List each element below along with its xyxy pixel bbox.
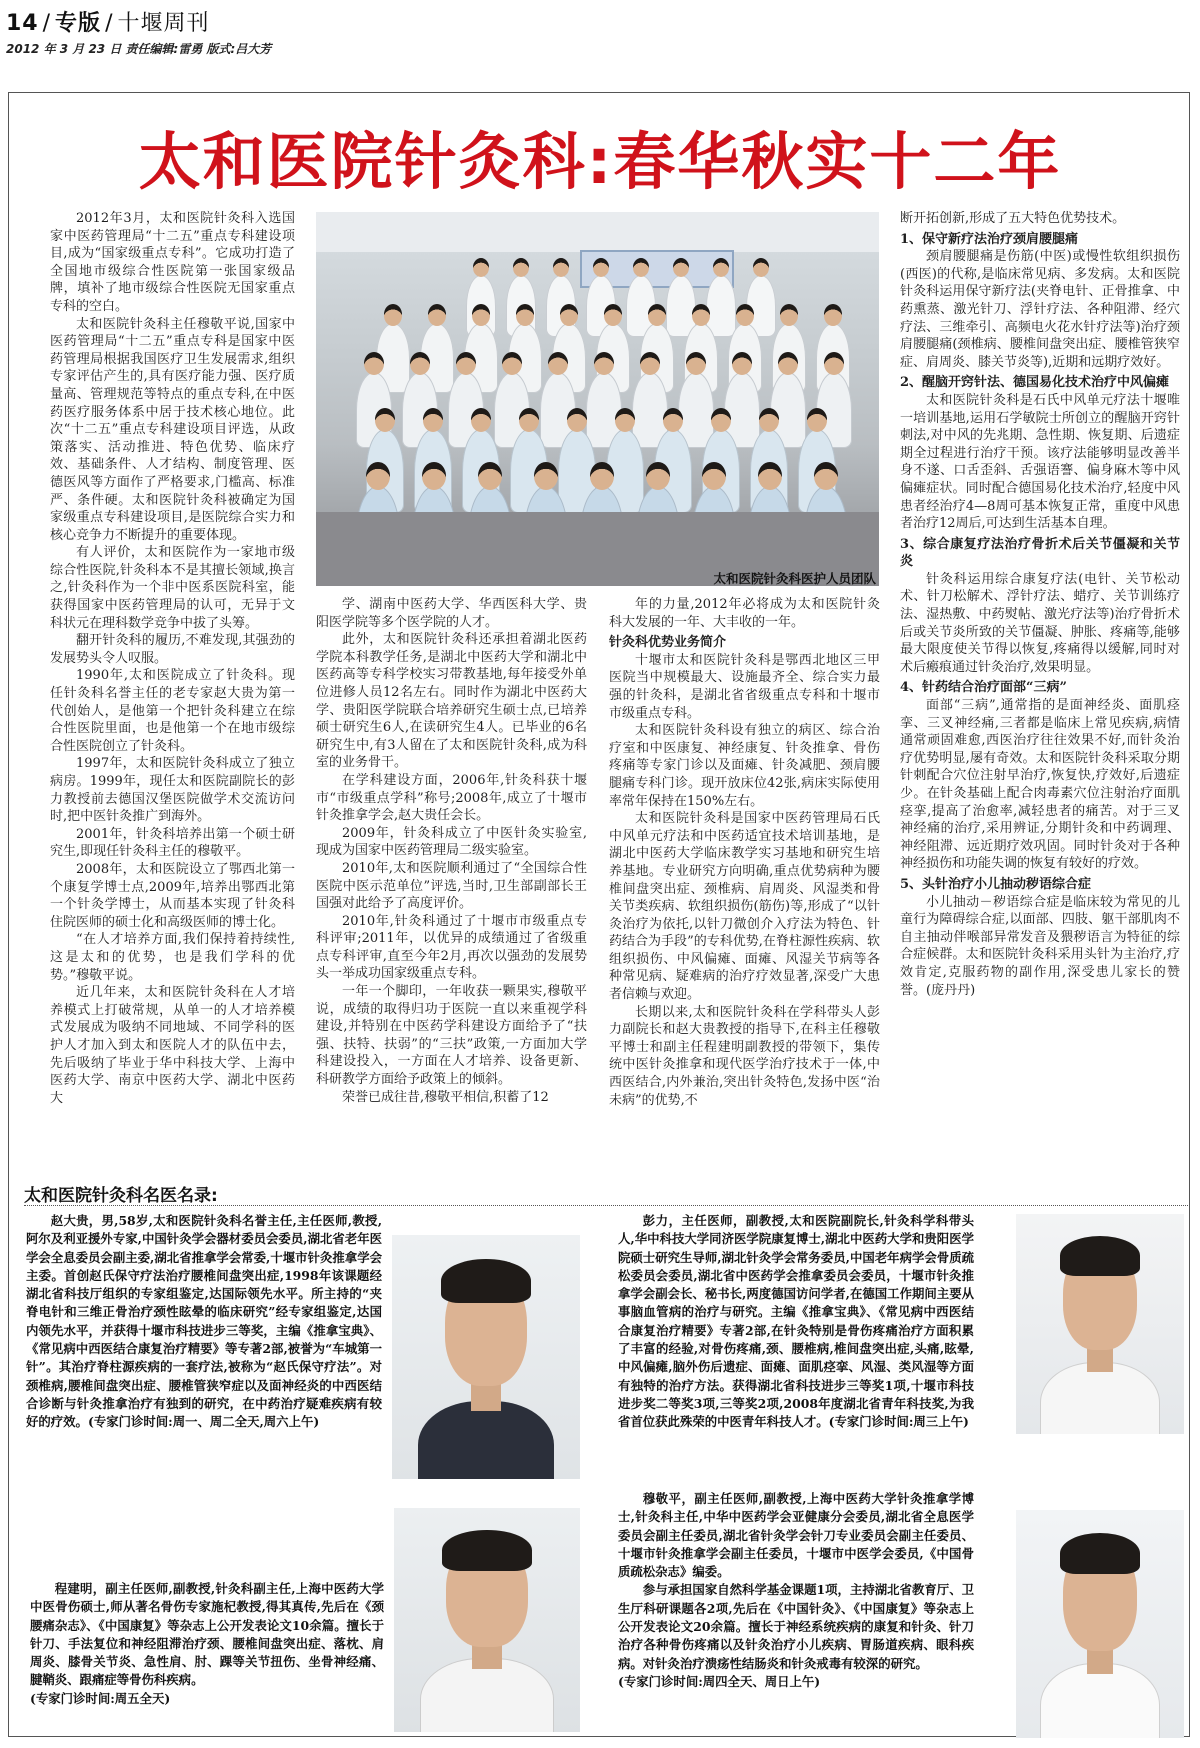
photo-person-head — [422, 462, 446, 490]
photo-person-head — [560, 304, 579, 326]
portrait-zhao — [392, 1235, 580, 1479]
article-paragraph: 此外，太和医院针灸科还承担着湖北医药学院本科教学任务,是湖北中医药大学和湖北中医药高等专科学校实习带教基地,每年接受外单位进修人员12名左右。同时作为湖北中医药大学、贵阳医学院联合培养研究生硕士点,已培养硕士研究生6人,在读研究生4人。已毕业的6名研究生中,有3人留在了太和医院针灸科,成为科室的业务骨干。 — [316, 632, 587, 771]
doctor-bio-cheng — [30, 1580, 384, 1740]
portrait-cheng — [394, 1508, 580, 1732]
article-paragraph: 在学科建设方面，2006年,针灸科获十堰市“市级重点学科”称号;2008年,成立了十堰市针灸推拿学会,赵大贵任会长。 — [316, 772, 587, 824]
photo-person-head — [593, 258, 610, 277]
paper-name: 十堰周刊 — [117, 11, 210, 36]
article-paragraph: 年的力量,2012年必将成为太和医院针灸科大发展的一年、大丰收的一年。 — [609, 597, 880, 630]
doctor-description-2: 参与承担国家自然科学基金课题1项，主持湖北省教育厅、卫生厅科研课题各2项,先后在《中国针灸》、《中国康复》等杂志上公开发表论文20余篇。擅长于神经系统疾病的康复和针灸、针刀治疗各种骨伤疼痛以及针灸治疗小儿疾病、胃肠道疾病、眼科疾病。对针灸治疗溃疡性结肠炎和针灸戒毒有较深的研究。 — [618, 1582, 974, 1671]
team-photo — [316, 212, 879, 586]
photo-person — [706, 275, 736, 337]
photo-person-head — [633, 258, 650, 277]
photo-person-head — [824, 352, 844, 375]
article-paragraph: 太和医院针灸科设有独立的病区、综合治疗室和中医康复、神经康复、针灸推拿、骨伤疼痛等专家门诊以及面瘫、针灸减肥、颈肩腰腿痛专科门诊。现开放床位42张,病床实际使用率常年保持在150%左右。 — [609, 723, 880, 809]
photo-person-head — [478, 462, 502, 490]
photo-person-head — [553, 258, 570, 277]
article-paragraph: 1990年,太和医院成立了针灸科。现任针灸科名誉主任的老专家赵大贵为第一代创始人，是他第一个把针灸科建立在综合性医院里面，也是他第一个在地市级综合性医院创立了针灸科。 — [50, 668, 295, 754]
photo-person-head — [590, 462, 614, 490]
article-subheading: 5、头针治疗小儿抽动秽语综合症 — [900, 876, 1092, 892]
article-paragraph: 太和医院针灸科是石氏中风单元疗法十堰唯一培训基地,运用石学敏院士所创立的醒脑开窍针刺法,对中风的先兆期、急性期、恢复期、后遗症期全过程进行治疗干预。该疗法能够明显改善半身不遂、口舌歪斜、舌强语謇、偏身麻木等中风偏瘫症状。同时配合德国易化技术治疗,轻度中风患者经治疗4—8周可基本恢复正常，重度中风患者治疗12周后,可达到生活基本自理。 — [900, 392, 1180, 532]
photo-person-head — [428, 304, 447, 326]
article-paragraph: “在人才培养方面,我们保持着持续性,这是太和的优势，也是我们学科的优势。”穆敬平说。 — [50, 932, 295, 983]
photo-caption: 太和医院针灸科医护人员团队 — [713, 571, 876, 586]
photo-person-head — [519, 408, 540, 432]
doctor-description: ，主任医师，副教授,太和医院副院长,针灸科学科带头人,华中科技大学同济医学院康复博士,湖北中医药大学和贵阳医学院硕士研究生导师,湖北针灸学会常务委员,中国老年病学会骨质疏松委员会委员,湖北省中医药学会推拿委员会委员，十堰市针灸推拿学会副会长、秘书长,两度德国访问学者,在德国工作期间主要从事脑血管病的治疗与研究。主编《推拿宝典》、《常见病中西医结合康复治疗精要》专著2部,在针灸特别是骨伤疼痛治疗方面积累了丰富的经验,对骨伤疼痛,颈、腰椎病,椎间盘突出症,头痛,眩晕,中风偏瘫,脑外伤后遗症、面瘫、面肌痉挛、风湿、类风湿等方面有独特的治疗方法。获得湖北省科技进步三等奖1项,十堰市科技进步奖二等奖3项,三等奖2项,2008年度湖北省青年科技奖,为我省首位获此殊荣的中医青年科技人才。 — [618, 1213, 974, 1430]
article-paragraph: 1997年，太和医院针灸科成立了独立病房。1999年，现任太和医院副院长的彭力教授前去德国汉堡医院做学术交流访问时,把中医针灸推广到海外。 — [50, 756, 295, 825]
directory-title: 太和医院针灸科名医名录: — [24, 1186, 218, 1206]
photo-person-head — [375, 408, 396, 432]
headline: 太和医院针灸科:春华秋实十二年 — [138, 125, 1062, 198]
doctor-description: ，副主任医师,副教授,针灸科副主任,上海中医药大学中医骨伤硕士,师从著名骨伤专家施杞教授,得其真传,先后在《颈腰痛杂志》、《中国康复》等杂志上公开发表论文10余篇。擅长于针刀、手法复位和神经阻滞治疗颈、腰椎间盘突出症、落枕、肩周炎、膝骨关节炎、急性肩、肘、踝等关节扭伤、坐骨神经痛、腱鞘炎、跟痛症等骨伤科疾病。 — [30, 1581, 384, 1688]
article-paragraph: 断开拓创新,形成了五大特色优势技术。 — [900, 211, 1126, 226]
photo-person-head — [567, 408, 588, 432]
photo-person-head — [640, 352, 660, 375]
doctor-name: 穆敬平 — [642, 1491, 682, 1506]
article-paragraph: 学、湖南中医药大学、华西医科大学、贵阳医学院等多个医学院的人才。 — [316, 597, 587, 630]
page-number: 14 — [6, 11, 39, 36]
article-paragraph: 有人评价，太和医院作为一家地市级综合性医院,针灸科本不是其擅长领域,换言之,针灸科作为一个非中医系医院科室，能获得国家中医药管理局的认可，无异于文科状元在理科数学竞争中拔了头筹。 — [50, 545, 295, 631]
photo-person-head — [686, 352, 706, 375]
directory-divider — [24, 1205, 1190, 1207]
photo-person-head — [534, 462, 558, 490]
separator-slash: / — [105, 11, 114, 36]
article-paragraph: 一年一个脚印，一年收获一颗果实,穆敬平说，成绩的取得归功于医院一直以来重视学科建设,并特别在中医药学科建设方面给予了“扶强、扶特、扶弱”的“三扶”政策,一方面加大学科建设投入，一方面在人才培养、设备更新、科研教学方面给予政策上的倾斜。 — [316, 984, 587, 1088]
photo-person-head — [364, 352, 384, 375]
article-paragraph: 面部“三病”,通常指的是面神经炎、面肌痉挛、三叉神经痛,三者都是临床上常见疾病,病情通常顽固难愈,西医治疗往往效果不好,而针灸治疗优势明显,屡有奇效。太和医院针灸科采取分期针刺配合穴位注射早治疗,恢复快,疗效好,后遗症少。在针灸基础上配合肉毒素穴位注射治疗面肌痉挛,提高了治愈率,减轻患者的痛苦。对于三叉神经痛的治疗,采用辨证,分期针灸和中药调理、神经阻滞、远近期疗效巩固。同时针灸对于各种神经损伤和功能失调的恢复有较好的疗效。 — [900, 698, 1180, 872]
photo-person-head — [604, 304, 623, 326]
doctor-description: ，副主任医师,副教授,上海中医药大学针灸推拿学博士,针灸科主任,中华中医药学会亚健康分会委员,湖北省全息医学委员会副主任委员,湖北省针灸学会针刀专业委员会副主任委员、十堰市针灸推拿学会副主任委员，十堰市中医学会委员,《中国骨质疏松杂志》编委。 — [618, 1491, 974, 1580]
photo-person-head — [814, 462, 838, 490]
article-paragraph: 颈肩腰腿痛是伤筋(中医)或慢性软组织损伤(西医)的代称,是临床常见病、多发病。太和医院针灸科运用保守新疗法(夹脊电针、正骨推拿、中药熏蒸、激光针刀、浮针疗法、各种阻滞、经穴疗法、三维牵引、高频电火花水针疗法等)治疗颈肩腰腿痛(颈椎病、腰椎间盘突出症、腰椎管狭窄症、肩周炎、膝关节炎等),近期和远期疗效好。 — [900, 249, 1180, 370]
photo-person-head — [736, 304, 755, 326]
photo-person-head — [384, 304, 403, 326]
article-paragraph: 2001年，针灸科培养出第一个硕士研究生,即现任针灸科主任的穆敬平。 — [50, 826, 295, 860]
section-name: 专版 — [55, 11, 102, 36]
photo-person-head — [502, 352, 522, 375]
article-paragraph: 2012年3月，太和医院针灸科入选国家中医药管理局“十二五”重点专科建设项目,成为“国家级重点专科”。它成功打造了全国地市级综合性医院第一张国家级品牌，填补了地市级综合性医院无国家重点专科的空白。 — [50, 211, 295, 314]
article-paragraph: 太和医院针灸科主任穆敬平说,国家中医药管理局“十二五”重点专科是国家中医药管理局根据我国医疗卫生发展需求,组织专家评估产生的,具有医疗能力强、医疗质量高、管理规范等特点的重点专科,在中医药医疗服务体系中居于技术核心地位。此次“十二五”重点专科建设项目评选，从政策落实、活动推进、特色优势、临床疗效、基础条件、人才结构、制度管理、医德医风等方面作了严格要求,门槛高、标准严、条件硬。太和医院针灸科被确定为国家级重点专科建设项目,是医院综合实力和核心竞争力不断提升的重要体现。 — [50, 316, 295, 543]
doctor-name: 赵大贵 — [50, 1213, 89, 1228]
photo-person-head — [471, 408, 492, 432]
photo-ceiling — [316, 212, 879, 252]
article-paragraph: 2009年，针灸科成立了中医针灸实验室,现成为国家中医药管理局二级实验室。 — [316, 825, 587, 859]
article-subheading: 3、综合康复疗法治疗骨折术后关节僵凝和关节炎 — [900, 536, 1180, 570]
article-paragraph: 近几年来，太和医院针灸科在人才培养模式上打破常规，从单一的人才培养模式发展成为吸纳不同地域、不同学科的医护人才加入到太和医院人才的队伍中去，先后吸纳了毕业于华中科技大学、上海中医药大学、南京中医药大学、湖北中医药大 — [50, 985, 295, 1106]
article-column-3 — [609, 596, 880, 1174]
article-column-4 — [900, 210, 1180, 1174]
portrait-peng — [1016, 1214, 1184, 1434]
article-paragraph: 2010年,太和医院顺利通过了“全国综合性医院中医示范单位”评选,当时,卫生部副部长王国强对此给予了高度评价。 — [316, 860, 587, 912]
doctor-bio-zhao — [26, 1212, 382, 1476]
photo-person-head — [594, 352, 614, 375]
photo-person-head — [548, 352, 568, 375]
article-paragraph: 翻开针灸科的履历,不难发现,其强劲的发展势头令人叹服。 — [50, 633, 295, 666]
photo-person-head — [753, 258, 770, 277]
doctor-description: ，男,58岁,太和医院针灸科名誉主任,主任医师,教授,阿尔及利亚援外专家,中国针灸学会器材委员会委员,湖北省老年医学会全息委员会副主委,湖北省推拿学会常委,十堰市针灸推拿学会主委。首创赵氏保守疗法治疗腰椎间盘突出症,1998年该课题经湖北省科技厅组织的专家组鉴定,达国际领先水平。所主持的“夹脊电针和三维正骨治疗颈性眩晕的临床研究”经专家组鉴定,达国内领先水平，并获得十堰市科技进步三等奖，主编《推拿宝典》、《常见病中西医结合康复治疗精要》等专著2部,被誉为“车城第一针”。其治疗脊柱源疾病的一套疗法,被称为“赵氏保守疗法”。对颈椎病,腰椎间盘突出症、腰椎管狭窄症以及面神经炎的中西医结合诊断与针灸推拿治疗有独到的研究，在中药治疗疑难疾病有较好的疗效。 — [26, 1213, 382, 1430]
photo-person-head — [758, 462, 782, 490]
clinic-hours: (专家门诊时间:周五全天) — [30, 1690, 171, 1706]
doctor-bio-mu — [618, 1490, 974, 1740]
article-paragraph: 2008年，太和医院设立了鄂西北第一个康复学博士点,2009年,培养出鄂西北第一个针灸学博士，从而基本实现了针灸科住院医师的硕士化和高级医师的博士化。 — [50, 861, 295, 930]
clinic-hours: (专家门诊时间:周三上午) — [828, 1414, 969, 1430]
article-paragraph: 小儿抽动－秽语综合症是临床较为常见的儿童行为障碍综合症,以面部、四肢、躯干部肌肉不自主抽动伴喉部异常发音及猥秽语言为特征的综合症候群。太和医院针灸科采用头针为主治疗,疗效肯定,克服药物的副作用,深受患儿家长的赞誉。(庞丹丹) — [900, 894, 1180, 998]
photo-person-head — [702, 462, 726, 490]
photo-person-head — [692, 304, 711, 326]
article-paragraph: 针灸科运用综合康复疗法(电针、关节松动术、针刀松解术、浮针疗法、蜡疗、关节训练疗法、湿热敷、中药熨帖、激光疗法等)治疗骨折术后或关节炎所致的关节僵凝、肿胀、疼痛等,能够最大限度使关节得以恢复,疼痛得以缓解,同时对术后瘢痕通过针灸治疗,效果明显。 — [900, 571, 1180, 675]
photo-person-head — [473, 258, 490, 277]
photo-person-head — [648, 304, 667, 326]
article-subheading: 4、针药结合治疗面部“三病” — [900, 680, 1068, 696]
article-paragraph: 十堰市太和医院针灸科是鄂西北地区三甲医院当中规模最大、设施最齐全、综合实力最强的针灸科，是湖北省省级重点专科和十堰市市级重点专科。 — [609, 652, 880, 721]
article-paragraph: 长期以来,太和医院针灸科在学科带头人彭力副院长和赵大贵教授的指导下,在科主任穆敬平博士和副主任程建明副教授的带领下，集传统中医针灸推拿和现代医学治疗技术于一体,中西医结合,内外兼治,突出针灸特色,发扬中医“治未病”的优势,不 — [609, 1004, 880, 1108]
article-subheading: 针灸科优势业务简介 — [609, 635, 727, 651]
article-subheading: 2、醒脑开窍针法、德国易化技术治疗中风偏瘫 — [900, 375, 1170, 391]
article-paragraph: 2010年,针灸科通过了十堰市市级重点专科评审;2011年，以优异的成绩通过了省级重点专科评审,直至今年2月,再次以强劲的发展势头一举成功国家级重点专科。 — [316, 913, 587, 982]
photo-person-head — [673, 258, 690, 277]
photo-person-head — [732, 352, 752, 375]
portrait-mu — [1016, 1510, 1184, 1738]
photo-person-head — [423, 408, 444, 432]
article-column-2 — [316, 596, 587, 1174]
article-paragraph: 太和医院针灸科是国家中医药管理局石氏中风单元疗法和中医药适宜技术培训基地，是湖北中医药大学临床教学实习基地和研究生培养基地。专业研究方向明确,重点优势病种为腰椎间盘突出症、颈椎病、肩周炎、风湿类和骨关节类疾病、软组织损伤(筋伤)等,形成了“以针灸治疗为依托,以针刀微创介入疗法为特色、针药结合为手段”的专科优势,在脊柱源性疾病、软组织损伤、中风偏瘫、面瘫、风湿关节病等各种常见病、疑难病的治疗疗效显著,深受广大患者信赖与欢迎。 — [609, 811, 880, 1003]
article-column-1 — [50, 210, 295, 1174]
photo-person-head — [513, 258, 530, 277]
doctor-name: 程建明 — [54, 1581, 93, 1596]
article-paragraph: 荣誉已成往昔,穆敬平相信,积蓄了12 — [342, 1089, 549, 1105]
photo-person-head — [646, 462, 670, 490]
dateline: 2012 年 3 月 23 日 责任编辑:雷勇 版式:吕大芳 — [6, 42, 272, 56]
masthead — [6, 6, 210, 37]
photo-person-head — [780, 304, 799, 326]
clinic-hours: (专家门诊时间:周四全天、周日上午) — [618, 1673, 821, 1689]
article-subheading: 1、保守新疗法治疗颈肩腰腿痛 — [900, 231, 1079, 247]
photo-person-head — [516, 304, 535, 326]
doctor-bio-peng — [618, 1212, 974, 1484]
photo-person-head — [456, 352, 476, 375]
photo-person-head — [366, 462, 390, 490]
clinic-hours: (专家门诊时间:周一、周二全天,周六上午) — [87, 1414, 320, 1430]
photo-person-head — [713, 258, 730, 277]
photo-person-head — [472, 304, 491, 326]
separator-slash: / — [42, 11, 52, 36]
photo-person-head — [778, 352, 798, 375]
photo-person-head — [410, 352, 430, 375]
doctor-name: 彭力 — [642, 1213, 669, 1228]
photo-person-head — [824, 304, 843, 326]
